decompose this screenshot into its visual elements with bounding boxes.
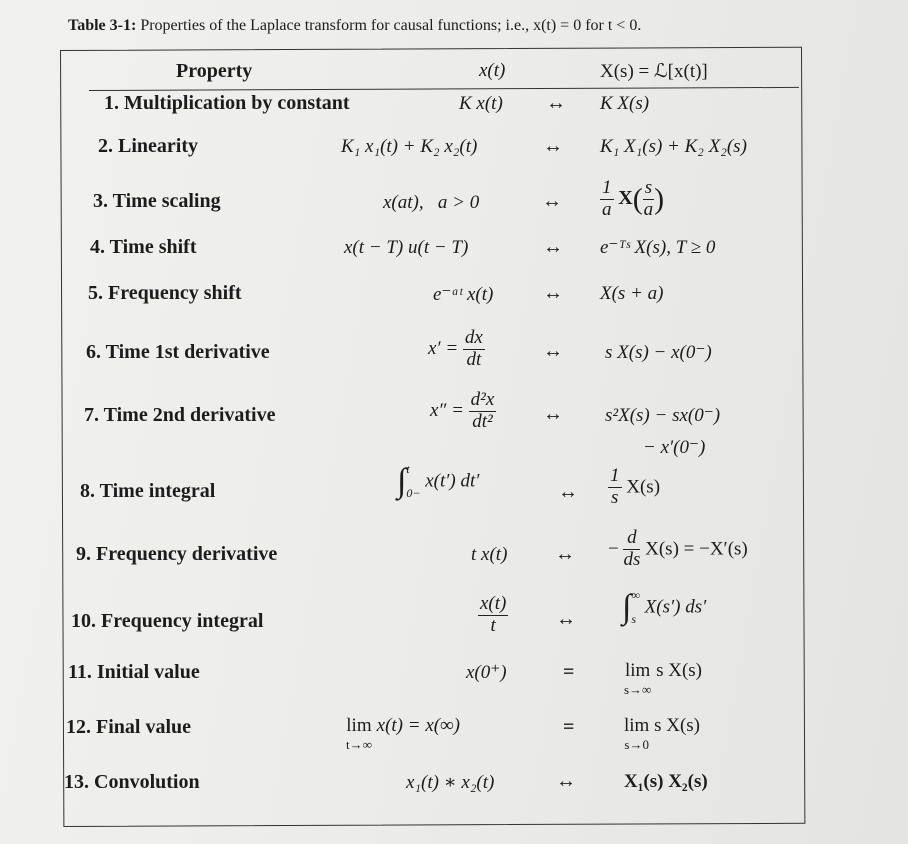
row-7-lhs-pre: x″ = [430, 399, 464, 421]
row-1-rhs: K X(s) [600, 93, 650, 114]
row-8-property: 8. Time integral [80, 480, 216, 502]
row-10-lhs-num: x(t) [480, 593, 507, 614]
row-12-rhs [624, 715, 700, 753]
row-13-arrow: ↔ [556, 770, 576, 792]
row-12-property: 12. Final value [66, 716, 192, 738]
row-8-rhs-expr: X(s) [626, 476, 661, 498]
caption-text: Properties of the Laplace transform for causal functions; i.e., x(t) = 0 for t < 0. [140, 17, 642, 34]
row-6-property: 6. Time 1st derivative [86, 341, 270, 363]
row-5-arrow: ↔ [543, 282, 563, 304]
row-8-arrow: ↔ [558, 481, 578, 503]
header-Xs: X(s) = ℒ[x(t)] [600, 61, 708, 82]
row-3-rhs-den: a [602, 198, 612, 220]
row-6-lhs-pre: x′ = [428, 337, 459, 359]
row-8-lhs [397, 462, 479, 501]
row-12-rhs-lim-sub: s→0 [624, 737, 649, 752]
row-5-lhs: e⁻ᵃᵗ x(t) [433, 284, 494, 305]
row-8-lower-limit: 0− [406, 485, 421, 500]
row-7-lhs [430, 390, 496, 433]
row-9-rhs-expr: X(s) = −X′(s) [645, 538, 748, 560]
row-3-rhs-arg-num: s [644, 177, 653, 198]
row-11-property: 11. Initial value [68, 661, 200, 683]
row-3-rhs-num: 1 [602, 177, 612, 198]
row-8-rhs [608, 466, 660, 509]
row-8-lhs-expr: x(t′) dt′ [425, 470, 480, 492]
row-9-rhs-num: d [623, 528, 640, 550]
row-5-rhs: X(s + a) [600, 283, 664, 304]
row-3-property: 3. Time scaling [93, 190, 221, 212]
row-3-rhs-arg-den: a [643, 198, 654, 220]
row-11-rhs [624, 660, 702, 698]
row-11-rhs-expr: s X(s) [656, 660, 702, 681]
row-5-property: 5. Frequency shift [88, 282, 242, 304]
row-4-arrow: ↔ [543, 236, 563, 258]
row-6-rhs: s X(s) − x(0⁻) [605, 342, 712, 363]
row-9-rhs [608, 528, 748, 571]
row-1-arrow: ↔ [546, 92, 566, 114]
row-12-rhs-expr: s X(s) [654, 715, 701, 736]
row-12-lhs-lim-sub: t→∞ [346, 737, 372, 752]
row-13-rhs: X₁(s) X₂(s) [624, 771, 708, 792]
row-2-property: 2. Linearity [98, 135, 198, 157]
row-11-lim: lim [624, 660, 651, 681]
row-2-arrow: ↔ [543, 135, 563, 157]
row-7-lhs-num: d²x [470, 389, 495, 410]
row-12-lhs [346, 715, 460, 753]
row-3-rhs: $\frac{1}{a}$ X( $\frac{s}{a}$ ) [602, 177, 665, 220]
row-9-property: 9. Frequency derivative [76, 543, 278, 565]
row-12-lhs-lim: lim [346, 715, 372, 736]
row-6-lhs-den: dt [466, 348, 482, 370]
row-8-rhs-den: s [611, 486, 619, 508]
row-8-upper-limit: t [406, 462, 410, 476]
row-7-rhs: s²X(s) − sx(0⁻) [605, 405, 721, 426]
row-4-rhs: e⁻ᵀˢ X(s), T ≥ 0 [600, 237, 716, 258]
row-13-property: 13. Convolution [64, 771, 200, 793]
row-7-arrow: ↔ [543, 403, 563, 425]
row-10-upper-limit: ∞ [631, 588, 640, 602]
row-13-lhs: x₁(t) ∗ x₂(t) [406, 772, 495, 793]
row-10-lhs-den: t [490, 614, 496, 636]
row-3-lhs: x(at), a > 0 [383, 192, 480, 213]
row-10-arrow: ↔ [556, 608, 576, 630]
header-property: Property [176, 60, 253, 82]
row-10-lower-limit: s [631, 611, 636, 626]
row-7-property: 7. Time 2nd derivative [84, 404, 276, 426]
row-10-property: 10. Frequency integral [71, 610, 264, 632]
row-8-integral-icon: ∫ [397, 462, 407, 500]
row-6-arrow: ↔ [543, 340, 563, 362]
row-10-rhs [622, 588, 706, 627]
row-11-lhs: x(0⁺) [466, 662, 507, 683]
row-7-lhs-den: dt² [472, 410, 493, 432]
row-9-arrow: ↔ [555, 543, 575, 565]
row-6-lhs-num: dx [464, 327, 483, 348]
row-2-rhs: K₁ X₁(s) + K₂ X₂(s) [600, 136, 747, 157]
row-10-integral-icon: ∫ [622, 588, 632, 626]
row-9-rhs-pre: − [608, 538, 619, 560]
row-11-lim-sub: s→∞ [624, 682, 652, 697]
row-10-rhs-expr: X(s′) ds′ [644, 596, 707, 618]
caption-label: Table 3-1: [68, 17, 137, 34]
row-4-lhs: x(t − T) u(t − T) [344, 237, 469, 258]
row-11-equals: = [563, 661, 575, 683]
table-caption [68, 17, 641, 35]
row-4-property: 4. Time shift [90, 236, 197, 258]
row-9-rhs-den: ds [623, 548, 641, 570]
row-8-rhs-num: 1 [610, 465, 620, 486]
row-7-rhs-cont: − x′(0⁻) [643, 437, 706, 458]
header-xt: x(t) [479, 60, 506, 81]
row-3-arrow: ↔ [542, 190, 562, 212]
row-1-property: 1. Multiplication by constant [104, 92, 350, 114]
row-12-equals: = [563, 716, 575, 738]
row-10-lhs [478, 594, 508, 637]
row-2-lhs: K₁ x₁(t) + K₂ x₂(t) [341, 136, 478, 157]
row-9-lhs: t x(t) [471, 544, 508, 565]
row-12-rhs-lim: lim [624, 715, 650, 736]
row-12-lhs-expr: x(t) = x(∞) [376, 715, 460, 736]
row-6-lhs [428, 328, 485, 371]
row-3-rhs-mid: X [618, 186, 633, 209]
row-1-lhs: K x(t) [459, 93, 503, 114]
